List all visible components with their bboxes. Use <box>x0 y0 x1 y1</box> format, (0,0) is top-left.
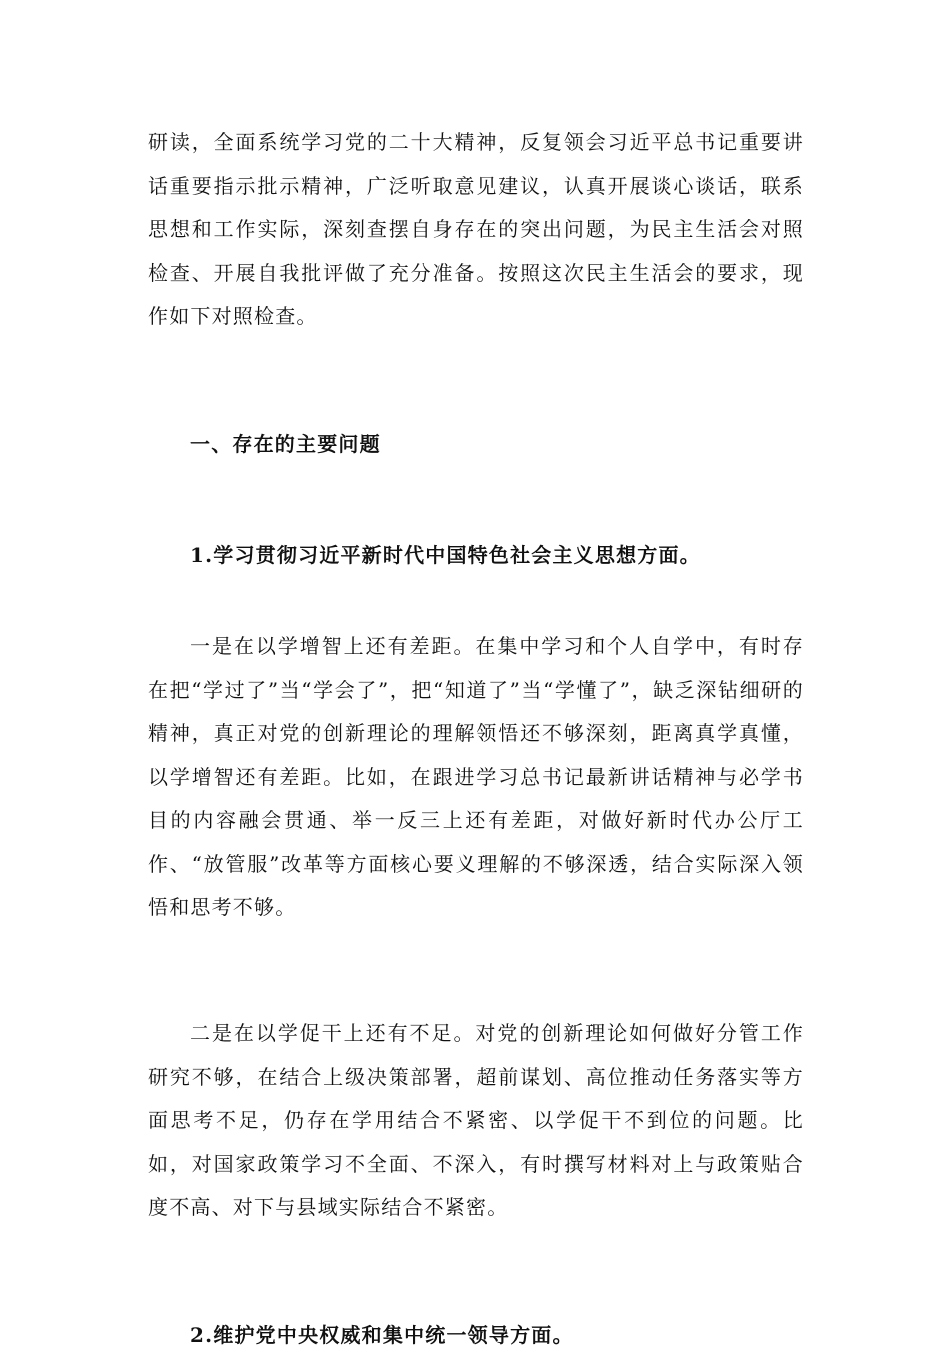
paragraph-1: 一是在以学增智上还有差距。在集中学习和个人自学中，有时存在把“学过了”当“学会了”，把“知道了”当“学懂了”，缺乏深钻细研的精神，真正对党的创新理论的理解领悟还不够深刻，距离真学真懂，以学增智还有差距。比如，在跟进学习总书记最新讲话精神与必学书目的内容融会贯通、举一反三上还有差距，对做好新时代办公厅工作、“放管服”改革等方面核心要义理解的不够深透，结合实际深入领悟和思考不够。 <box>148 634 804 919</box>
section-heading: 一、存在的主要问题 <box>190 432 381 456</box>
subheading-2: 2.维护党中央权威和集中统一领导方面。 <box>190 1323 574 1347</box>
intro-paragraph: 研读，全面系统学习党的二十大精神，反复领会习近平总书记重要讲话重要指示批示精神，广泛听取意见建议，认真开展谈心谈话，联系思想和工作实际，深刻查摆自身存在的突出问题，为民主生活会对照检查、开展自我批评做了充分准备。按照这次民主生活会的要求，现作如下对照检查。 <box>148 130 804 328</box>
subheading-1: 1.学习贯彻习近平新时代中国特色社会主义思想方面。 <box>190 543 701 567</box>
paragraph-2: 二是在以学促干上还有不足。对党的创新理论如何做好分管工作研究不够，在结合上级决策部署，超前谋划、高位推动任务落实等方面思考不足，仍存在学用结合不紧密、以学促干不到位的问题。比如，对国家政策学习不全面、不深入，有时撰写材料对上与政策贴合度不高、对下与县域实际结合不紧密。 <box>148 1021 804 1219</box>
